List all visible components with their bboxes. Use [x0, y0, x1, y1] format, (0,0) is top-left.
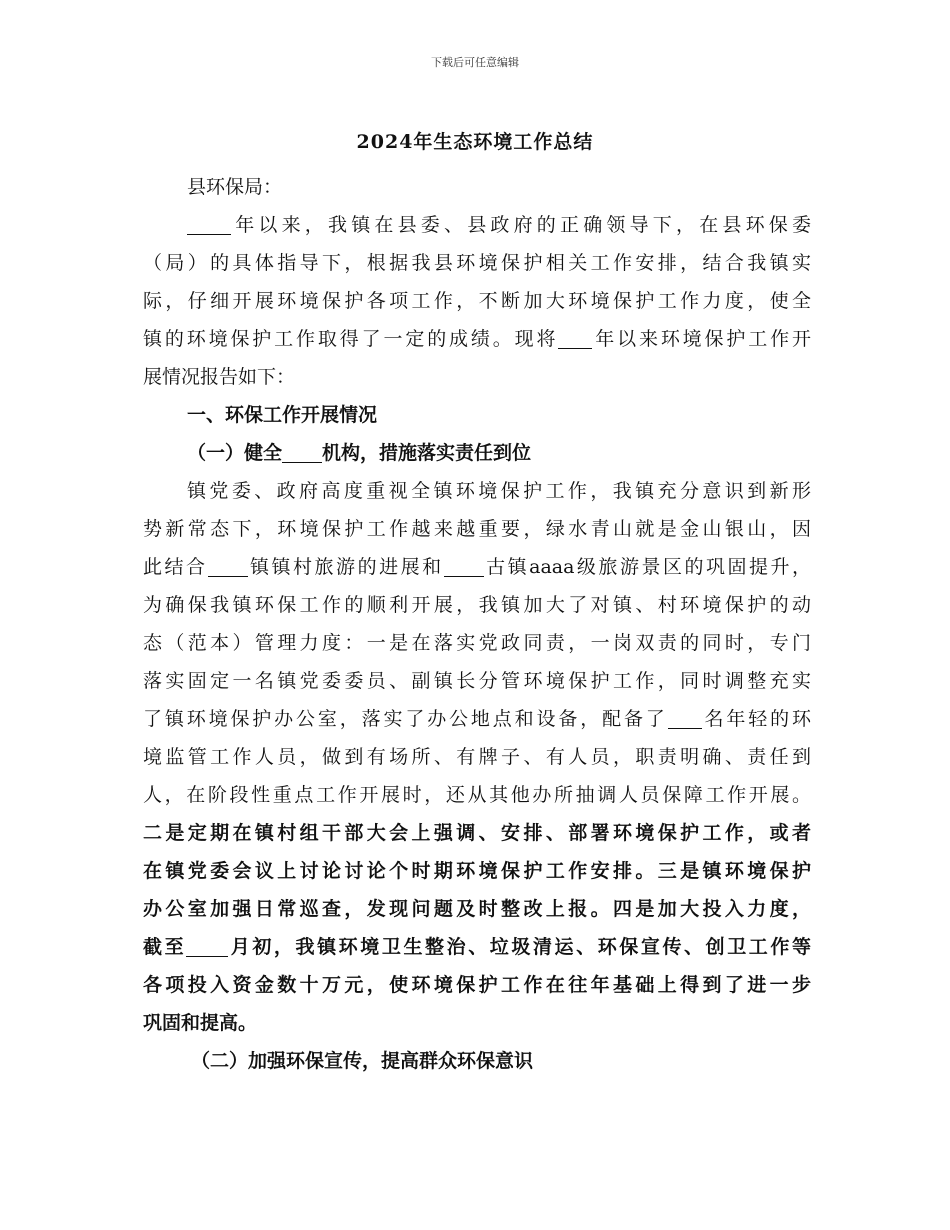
paragraph-line: 为确保我镇环保工作的顺利开展，我镇加大了对镇、村环境保护的动 [143, 594, 811, 616]
salutation: 县环保局： [187, 176, 283, 198]
document-title: 2024年生态环境工作总结 [356, 131, 594, 153]
paragraph-line: 境监管工作人员，做到有场所、有牌子、有人员，职责明确、责任到 [143, 746, 811, 768]
paragraph-line: 落实固定一名镇党委委员、副镇长分管环境保护工作，同时调整充实 [143, 670, 811, 692]
paragraph-line: 了镇环境保护办公室，落实了办公地点和设备，配备了 名年轻的环 [143, 700, 811, 738]
fill-blank [187, 210, 231, 235]
fill-blank [668, 704, 702, 729]
header-note: 下载后可任意编辑 [431, 56, 519, 69]
paragraph-line: 人，在阶段性重点工作开展时，还从其他办所抽调人员保障工作开展。 [143, 784, 811, 806]
paragraph-line: 办公室加强日常巡查，发现问题及时整改上报。四是加大投入力度， [143, 898, 811, 920]
paragraph-line: 巩固和提高。 [143, 1012, 258, 1034]
subsection-heading: （一）健全 机构，措施落实责任到位 [143, 434, 811, 472]
fill-blank [208, 552, 248, 577]
fill-blank [444, 552, 484, 577]
fill-blank [282, 438, 322, 463]
paragraph-line: 镇党委、政府高度重视全镇环境保护工作，我镇充分意识到新形 [187, 480, 811, 502]
paragraph-line: 态（范本）管理力度：一是在落实党政同责，一岗双责的同时，专门 [143, 632, 811, 654]
paragraph-line: 二是定期在镇村组干部大会上强调、安排、部署环境保护工作，或者 [143, 822, 811, 844]
fill-blank [558, 324, 592, 349]
document-body [143, 168, 811, 1080]
paragraph-line: 势新常态下，环境保护工作越来越重要，绿水青山就是金山银山，因 [143, 518, 811, 540]
intro-line: 年以来，我镇在县委、县政府的正确领导下，在县环保委 [143, 206, 811, 244]
intro-line: 际，仔细开展环境保护各项工作，不断加大环境保护工作力度，使全 [143, 290, 811, 312]
paragraph-line: 截至 月初，我镇环境卫生整治、垃圾清运、环保宣传、创卫工作等 [143, 928, 811, 966]
paragraph-line: 各项投入资金数十万元，使环境保护工作在往年基础上得到了进一步 [143, 974, 811, 996]
paragraph-line: 在镇党委会议上讨论讨论个时期环境保护工作安排。三是镇环境保护 [143, 860, 811, 882]
fill-blank [186, 932, 228, 957]
section-heading: 一、环保工作开展情况 [187, 404, 378, 426]
subsection-heading: （二）加强环保宣传，提高群众环保意识 [191, 1050, 534, 1072]
paragraph-line: 此结合 镇镇村旅游的进展和 古镇aaaa级旅游景区的巩固提升， [143, 548, 811, 586]
intro-line: （局）的具体指导下，根据我县环境保护相关工作安排，结合我镇实 [143, 252, 811, 274]
intro-line: 展情况报告如下： [143, 366, 296, 388]
intro-line: 镇的环境保护工作取得了一定的成绩。现将 年以来环境保护工作开 [143, 320, 811, 358]
